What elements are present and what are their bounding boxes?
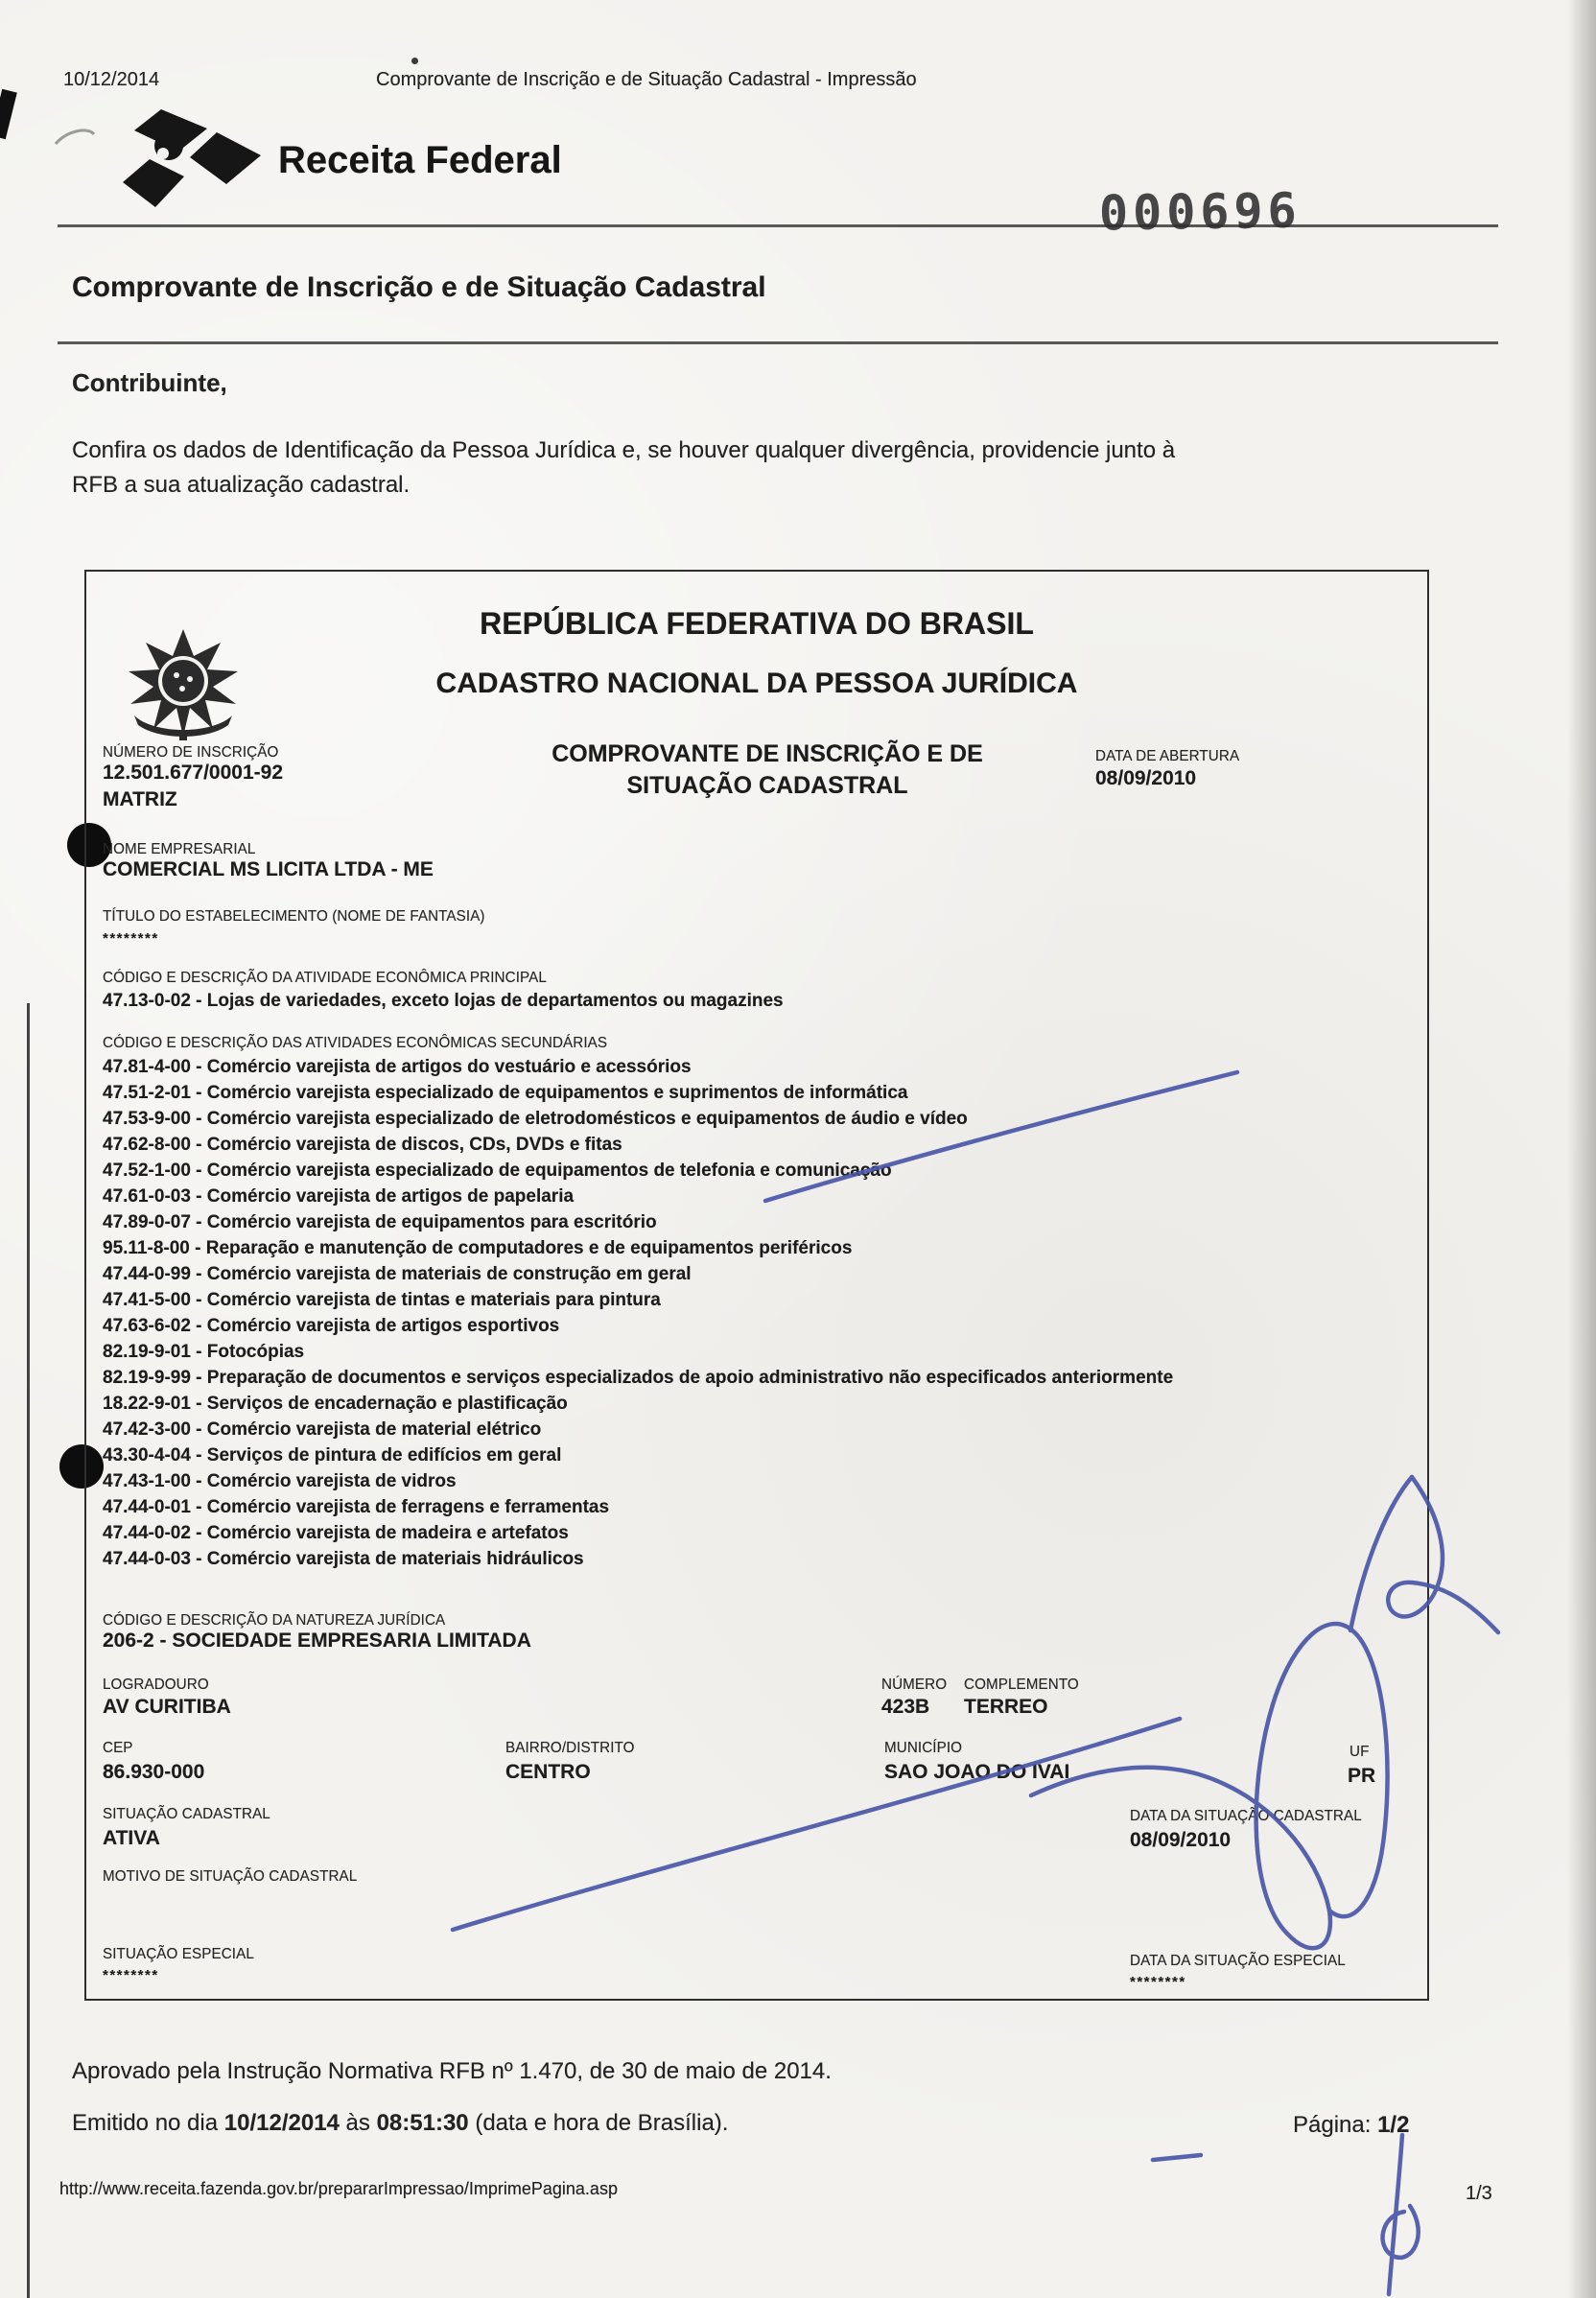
approval-note: Aprovado pela Instrução Normativa RFB nº 1.470, de 30 de maio de 2014. bbox=[72, 2058, 832, 2084]
receita-federal-logo bbox=[38, 104, 671, 209]
district-label: BAIRRO/DISTRITO bbox=[505, 1740, 635, 1756]
complement-value: TERREO bbox=[964, 1696, 1048, 1718]
company-name-value: COMERCIAL MS LICITA LTDA - ME bbox=[103, 858, 434, 880]
state-value: PR bbox=[1348, 1765, 1376, 1787]
status-reason-label: MOTIVO DE SITUAÇÃO CADASTRAL bbox=[103, 1868, 358, 1885]
special-status-value: ******** bbox=[103, 1967, 159, 1983]
special-status-date-value: ******** bbox=[1130, 1974, 1186, 1990]
cnpj-certificate-box bbox=[84, 570, 1429, 2001]
legal-nature-label: CÓDIGO E DESCRIÇÃO DA NATUREZA JURÍDICA bbox=[103, 1612, 446, 1629]
scan-artifact-dot bbox=[411, 58, 418, 64]
main-activity-label: CÓDIGO E DESCRIÇÃO DA ATIVIDADE ECONÔMICA PRINCIPAL bbox=[103, 970, 547, 986]
state-label: UF bbox=[1350, 1744, 1370, 1760]
page-indicator bbox=[1293, 2112, 1409, 2139]
cep-value: 86.930-000 bbox=[103, 1761, 205, 1783]
activity-item: 47.43-1-00 - Comércio varejista de vidros bbox=[103, 1471, 457, 1491]
activity-item: 82.19-9-99 - Preparação de documentos e serviços especializados de apoio administrativo não especificados anteriormente bbox=[103, 1368, 1174, 1388]
street-label: LOGRADOURO bbox=[103, 1677, 209, 1693]
activity-item: 47.42-3-00 - Comércio varejista de material elétrico bbox=[103, 1419, 542, 1440]
trade-name-label: TÍTULO DO ESTABELECIMENTO (NOME DE FANTASIA) bbox=[103, 908, 485, 925]
emission-connector: às bbox=[339, 2110, 377, 2136]
complement-label: COMPLEMENTO bbox=[964, 1677, 1079, 1693]
divider-rule bbox=[58, 341, 1498, 344]
secondary-activities-list bbox=[103, 1054, 1225, 1572]
activity-item: 47.81-4-00 - Comércio varejista de artigos do vestuário e acessórios bbox=[103, 1057, 692, 1077]
print-header-title: Comprovante de Inscrição e de Situação Cadastral - Impressão bbox=[376, 69, 917, 90]
print-date: 10/12/2014 bbox=[63, 69, 160, 90]
activity-item: 43.30-4-04 - Serviços de pintura de edifícios em geral bbox=[103, 1445, 562, 1466]
instruction-line: Confira os dados de Identificação da Pessoa Jurídica e, se houver qualquer divergência, providencie junto à bbox=[72, 437, 1176, 463]
opening-date-value: 08/09/2010 bbox=[1095, 767, 1197, 789]
inscription-type: MATRIZ bbox=[103, 788, 177, 810]
activity-item: 47.44-0-02 - Comércio varejista de madeira e artefatos bbox=[103, 1523, 569, 1543]
status-date-value: 08/09/2010 bbox=[1130, 1829, 1232, 1851]
city-value: SAO JOAO DO IVAI bbox=[884, 1761, 1070, 1783]
receita-federal-emblem-icon bbox=[123, 109, 261, 207]
stamp-number: 000696 bbox=[1098, 182, 1303, 242]
number-label: NÚMERO bbox=[881, 1677, 948, 1693]
page-indicator-label: Página: bbox=[1293, 2112, 1378, 2138]
document-title: Comprovante de Inscrição e de Situação Cadastral bbox=[72, 271, 766, 303]
cep-label: CEP bbox=[103, 1740, 133, 1756]
source-url: http://www.receita.fazenda.gov.br/prepararImpressao/ImprimePagina.asp bbox=[59, 2179, 618, 2198]
secondary-activities-label: CÓDIGO E DESCRIÇÃO DAS ATIVIDADES ECONÔMICAS SECUNDÁRIAS bbox=[103, 1035, 608, 1051]
activity-item: 47.52-1-00 - Comércio varejista especializado de equipamentos de telefonia e comunicação bbox=[103, 1161, 892, 1181]
activity-item: 82.19-9-01 - Fotocópias bbox=[103, 1342, 305, 1362]
emission-date: 10/12/2014 bbox=[223, 2110, 340, 2136]
logo-wordmark: Receita Federal bbox=[278, 139, 562, 181]
salutation: Contribuinte, bbox=[72, 368, 227, 397]
activity-item: 47.61-0-03 - Comércio varejista de artigos de papelaria bbox=[103, 1186, 575, 1207]
activity-item: 95.11-8-00 - Reparação e manutenção de computadores e de equipamentos periféricos bbox=[103, 1238, 853, 1258]
pen-scribble bbox=[56, 130, 94, 144]
instruction-line: RFB a sua atualização cadastral. bbox=[72, 472, 411, 498]
emission-time: 08:51:30 bbox=[376, 2110, 469, 2136]
activity-item: 47.62-8-00 - Comércio varejista de discos, CDs, DVDs e fitas bbox=[103, 1135, 622, 1155]
activity-item: 47.41-5-00 - Comércio varejista de tintas e materiais para pintura bbox=[103, 1290, 661, 1310]
republic-title: REPÚBLICA FEDERATIVA DO BRASIL bbox=[480, 606, 1034, 641]
emission-prefix: Emitido no dia bbox=[72, 2110, 224, 2136]
emission-note bbox=[72, 2110, 728, 2137]
inscription-number-value: 12.501.677/0001-92 bbox=[103, 762, 284, 784]
activity-item: 47.89-0-07 - Comércio varejista de equipamentos para escritório bbox=[103, 1212, 657, 1232]
activity-item: 47.44-0-03 - Comércio varejista de materiais hidráulicos bbox=[103, 1549, 584, 1569]
certificate-center-title-line2: SITUAÇÃO CADASTRAL bbox=[626, 772, 908, 799]
special-status-date-label: DATA DA SITUAÇÃO ESPECIAL bbox=[1130, 1953, 1346, 1969]
inscription-number-label: NÚMERO DE INSCRIÇÃO bbox=[103, 744, 279, 761]
activity-item: 18.22-9-01 - Serviços de encadernação e plastificação bbox=[103, 1394, 568, 1414]
activity-item: 47.51-2-01 - Comércio varejista especializado de equipamentos e suprimentos de informática bbox=[103, 1083, 908, 1103]
activity-item: 47.44-0-99 - Comércio varejista de materiais de construção em geral bbox=[103, 1264, 692, 1284]
legal-nature-value: 206-2 - SOCIEDADE EMPRESARIA LIMITADA bbox=[103, 1630, 531, 1652]
sheet-number: 1/3 bbox=[1466, 2183, 1492, 2204]
status-date-label: DATA DA SITUAÇÃO CADASTRAL bbox=[1130, 1808, 1362, 1824]
scan-artifact-line bbox=[27, 1003, 30, 2298]
special-status-label: SITUAÇÃO ESPECIAL bbox=[103, 1946, 254, 1962]
registration-status-value: ATIVA bbox=[103, 1827, 160, 1849]
scan-artifact-mark bbox=[0, 89, 17, 139]
certificate-center-title bbox=[403, 739, 1132, 802]
page-indicator-value: 1/2 bbox=[1377, 2112, 1410, 2138]
street-value: AV CURITIBA bbox=[103, 1696, 231, 1718]
certificate-center-title-line1: COMPROVANTE DE INSCRIÇÃO E DE bbox=[552, 740, 983, 767]
district-value: CENTRO bbox=[505, 1761, 591, 1783]
scan-edge-shadow bbox=[1567, 0, 1596, 2298]
registry-title: CADASTRO NACIONAL DA PESSOA JURÍDICA bbox=[435, 668, 1078, 699]
registration-status-label: SITUAÇÃO CADASTRAL bbox=[103, 1806, 270, 1822]
number-value: 423B bbox=[881, 1696, 930, 1718]
activity-item: 47.44-0-01 - Comércio varejista de ferragens e ferramentas bbox=[103, 1497, 610, 1517]
company-name-label: NOME EMPRESARIAL bbox=[103, 841, 256, 857]
main-activity-value: 47.13-0-02 - Lojas de variedades, exceto lojas de departamentos ou magazines bbox=[103, 991, 784, 1011]
instruction-text bbox=[72, 434, 1472, 503]
city-label: MUNICÍPIO bbox=[884, 1740, 963, 1756]
opening-date-label: DATA DE ABERTURA bbox=[1095, 748, 1240, 764]
emission-suffix: (data e hora de Brasília). bbox=[468, 2110, 729, 2136]
activity-item: 47.53-9-00 - Comércio varejista especializado de eletrodomésticos e equipamentos de áudio e vídeo bbox=[103, 1109, 968, 1129]
activity-item: 47.63-6-02 - Comércio varejista de artigos esportivos bbox=[103, 1316, 560, 1336]
trade-name-value: ******** bbox=[103, 930, 159, 947]
